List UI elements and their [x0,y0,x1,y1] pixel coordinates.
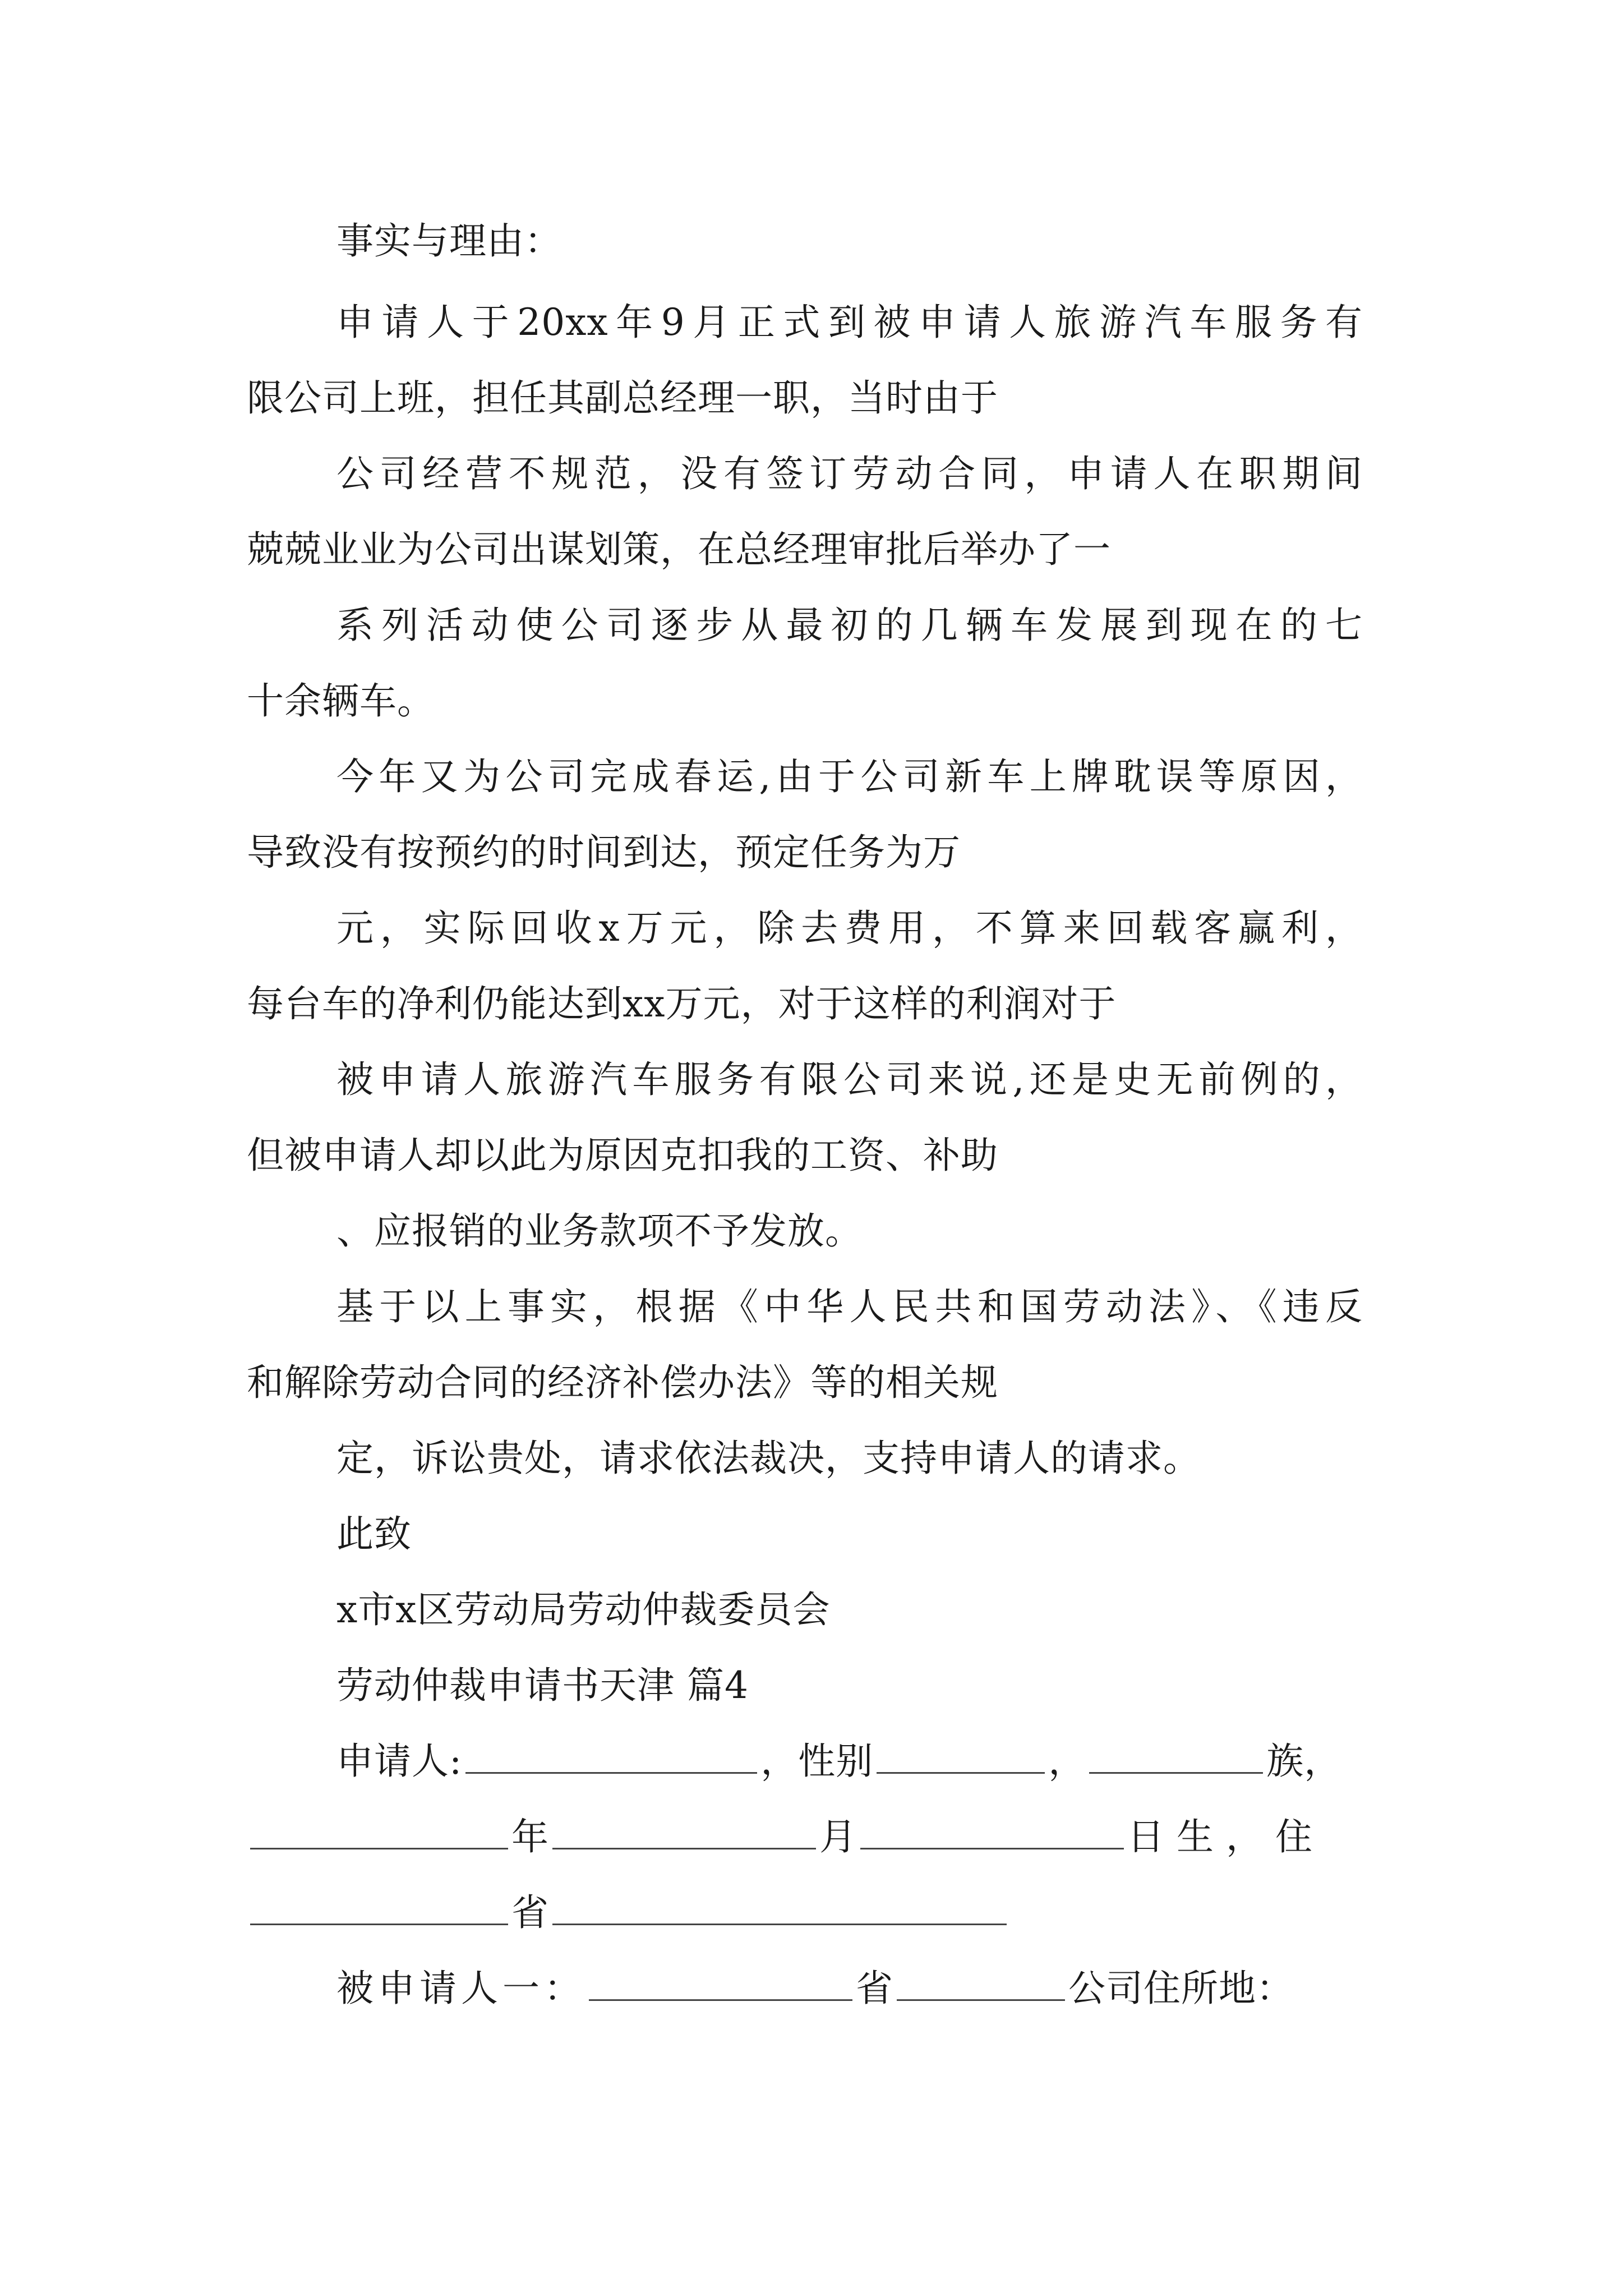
text-line: 定，诉讼贵处，请求依法裁决，支持申请人的请求。 [336,1437,1201,1480]
text-line: 此致 [336,1512,412,1556]
form-label: 年 [511,1815,549,1858]
text-line: 被申请人旅游汽车服务有限公司来说,还是史无前例的， [336,1058,1363,1101]
fill-blank [897,1964,1065,2001]
text-line: 申请人于20xx年9月正式到被申请人旅游汽车服务有 [336,301,1363,344]
text-line: 限公司上班，担任其副总经理一职，当时由于 [247,376,998,420]
form-label: 公司住所地： [1068,1967,1294,2010]
fill-blank [589,1964,852,2001]
text-line: 事实与理由： [336,219,562,263]
fill-blank [250,1813,508,1849]
text-line: 基于以上事实，根据《中华人民共和国劳动法》、《违反 [336,1285,1363,1328]
form-label: 族， [1266,1740,1342,1783]
section-heading: 劳动仲裁申请书天津 篇4 [336,1664,749,1707]
text-line: 兢兢业业为公司出谋划策，在总经理审批后举办了一 [247,528,1111,571]
form-line-respondent [336,1963,1294,2014]
form-label: 日生，住 [1127,1815,1325,1858]
form-label: 省 [856,1967,893,2010]
text-line: 导致没有按预约的时间到达，预定任务为万 [247,831,961,874]
text-line: x市x区劳动局劳动仲裁委员会 [336,1588,831,1631]
fill-blank [465,1737,757,1774]
fill-blank [250,1889,508,1925]
form-label: ， [1048,1740,1086,1783]
fill-blank [860,1813,1124,1849]
fill-blank [552,1889,1007,1925]
fill-blank [1089,1737,1263,1774]
text-line: 今年又为公司完成春运,由于公司新车上牌耽误等原因， [336,755,1363,798]
form-line-birth [247,1812,1325,1862]
fill-blank [877,1737,1045,1774]
text-line: 和解除劳动合同的经济补偿办法》等的相关规 [247,1361,998,1404]
text-line: 但被申请人却以此为原因克扣我的工资、补助 [247,1134,998,1177]
text-line: 元，实际回收x万元，除去费用，不算来回载客赢利， [336,907,1363,950]
form-label: 月 [819,1815,857,1858]
text-line: 十余辆车。 [247,679,435,723]
form-line-applicant [336,1736,1341,1787]
text-line: 、应报销的业务款项不予发放。 [336,1209,863,1253]
form-label: 申请人: [336,1740,463,1783]
text-line: 每台车的净利仍能达到xx万元，对于这样的利润对于 [247,982,1117,1025]
fill-blank [552,1813,816,1849]
text-line: 系列活动使公司逐步从最初的几辆车发展到现在的七 [336,604,1363,647]
text-line: 公司经营不规范，没有签订劳动合同，申请人在职期间 [336,452,1363,495]
form-label: ，性别 [760,1740,874,1783]
form-label: 省 [511,1891,549,1934]
form-line-address [247,1888,1010,1938]
form-label: 被申请人一： [336,1967,585,2010]
